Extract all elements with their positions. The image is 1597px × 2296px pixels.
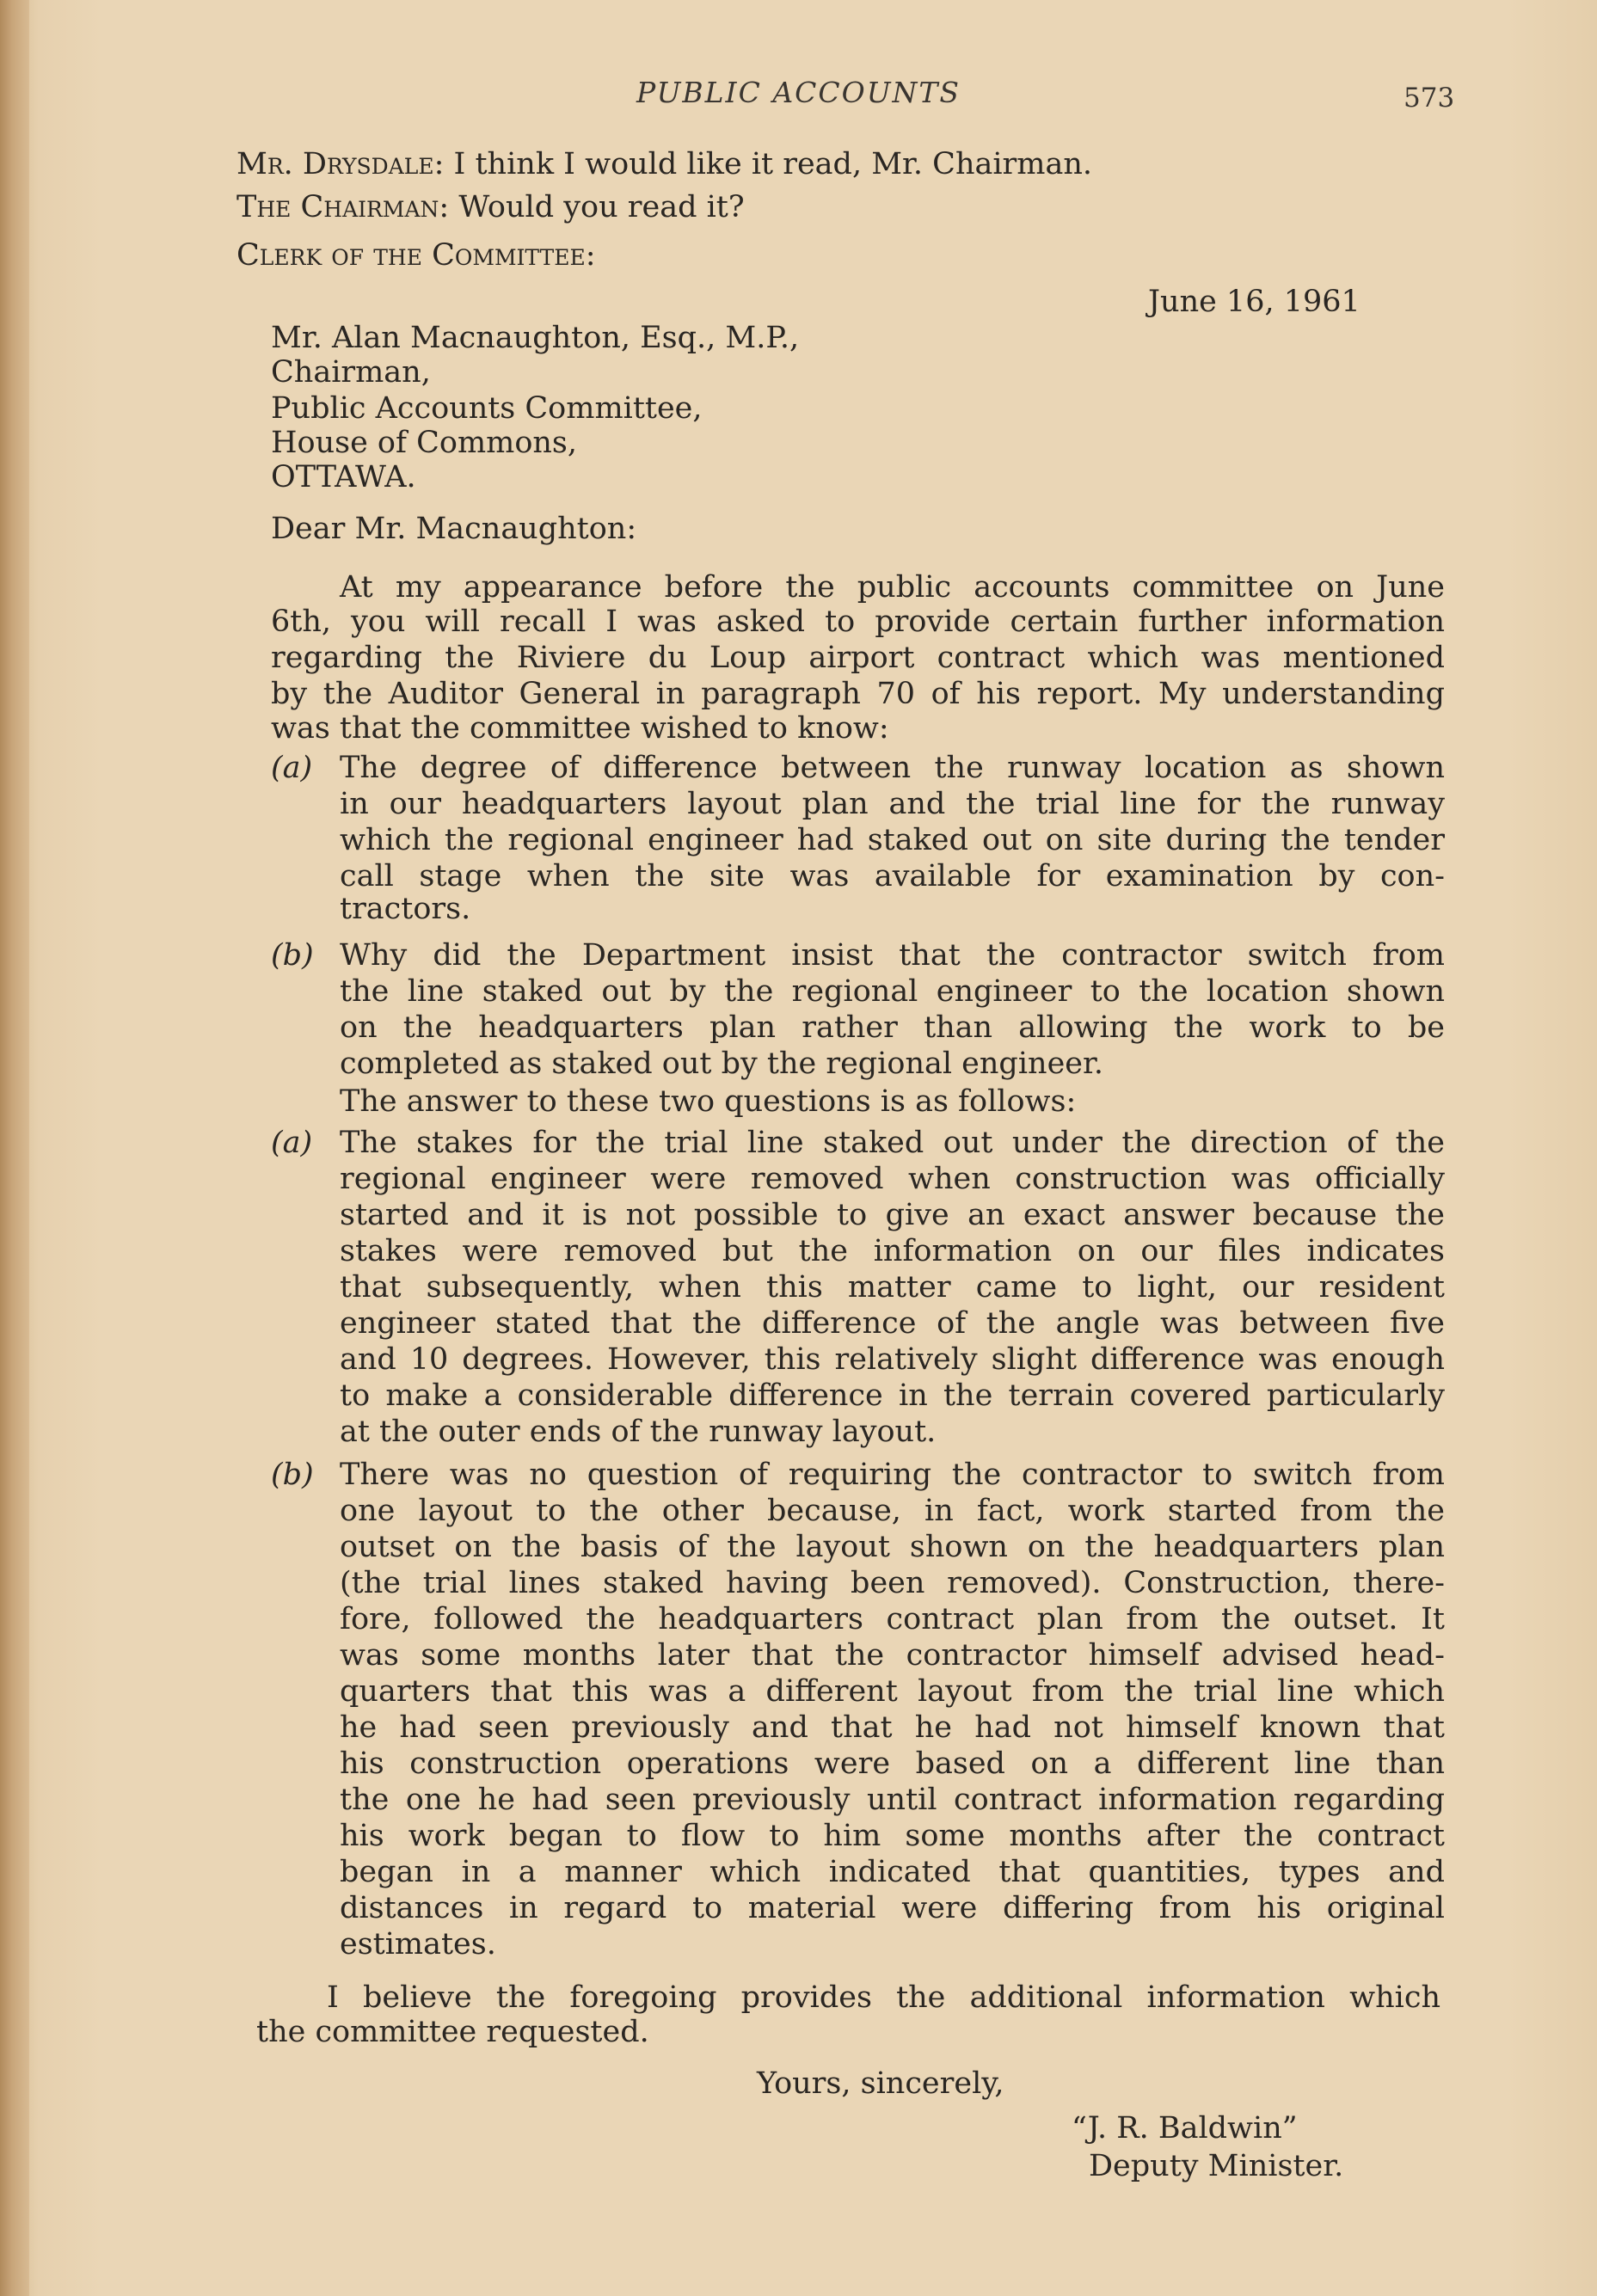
answer-b-line: (the trial lines staked having been removed). Construction, there- [340, 1566, 1445, 1600]
answer-b-line: estimates. [340, 1927, 496, 1961]
dialogue-drysdale [236, 146, 1092, 182]
speaker-chairman: The Chairman: [236, 190, 450, 224]
answer-b-line: quarters that this was a different layout from the trial line which [340, 1674, 1445, 1709]
chairman-text: Would you read it? [449, 190, 745, 224]
intro-line: was that the committee wished to know: [271, 711, 889, 746]
question-a-line: in our headquarters layout plan and the trial line for the runway [340, 787, 1445, 821]
signature-name: “J. R. Baldwin” [1072, 2111, 1298, 2146]
running-header: PUBLIC ACCOUNTS [636, 76, 961, 109]
answer-a-line: The stakes for the trial line staked out under the direction of the [340, 1126, 1445, 1160]
letter-date: June 16, 1961 [1148, 285, 1361, 319]
intro-line: 6th, you will recall I was asked to provide certain further information [271, 605, 1445, 639]
question-a-line: call stage when the site was available for examination by con- [340, 859, 1445, 893]
answer-a-line: stakes were removed but the information on our files indicates [340, 1234, 1445, 1268]
speaker-drysdale: Mr. Drysdale: [236, 147, 445, 181]
answer-b-line: he had seen previously and that he had not himself known that [340, 1710, 1445, 1745]
address-line: OTTAWA. [271, 460, 416, 494]
intro-line: by the Auditor General in paragraph 70 of his report. My understanding [271, 677, 1445, 711]
valediction: Yours, sincerely, [757, 2066, 1004, 2101]
answer-a-line: regional engineer were removed when construction was officially [340, 1162, 1445, 1196]
answer-b-line: his work began to flow to him some months after the contract [340, 1819, 1445, 1853]
address-line: House of Commons, [271, 426, 578, 460]
answer-a-line: engineer stated that the difference of the angle was between five [340, 1306, 1445, 1341]
answer-b-marker: (b) [271, 1458, 314, 1492]
address-line: Chairman, [271, 355, 431, 390]
answer-a-marker: (a) [271, 1126, 313, 1160]
answer-a-line: started and it is not possible to give an exact answer because the [340, 1198, 1445, 1232]
address-line: Mr. Alan Macnaughton, Esq., M.P., [271, 321, 800, 355]
closing-line: I believe the foregoing provides the additional information which [327, 1980, 1440, 2015]
drysdale-text: I think I would like it read, Mr. Chairman. [444, 147, 1092, 181]
question-a-line: tractors. [340, 892, 471, 926]
question-b-line: on the headquarters plan rather than allowing the work to be [340, 1010, 1445, 1045]
page-number: 573 [1404, 83, 1455, 114]
salutation: Dear Mr. Macnaughton: [271, 512, 637, 546]
answer-b-line: his construction operations were based on a different line than [340, 1747, 1445, 1781]
signature-title: Deputy Minister. [1089, 2149, 1344, 2183]
question-a-marker: (a) [271, 751, 313, 785]
intro-line: regarding the Riviere du Loup airport contract which was mentioned [271, 641, 1445, 675]
question-b-marker: (b) [271, 938, 314, 973]
answer-intro: The answer to these two questions is as follows: [340, 1084, 1077, 1119]
answer-b-line: the one he had seen previously until contract information regarding [340, 1783, 1445, 1817]
answer-b-line: began in a manner which indicated that quantities, types and [340, 1855, 1445, 1889]
answer-b-line: fore, followed the headquarters contract plan from the outset. It [340, 1602, 1445, 1636]
answer-a-line: to make a considerable difference in the terrain covered particularly [340, 1378, 1445, 1413]
dialogue-chairman [236, 189, 745, 225]
answer-a-line: that subsequently, when this matter came to light, our resident [340, 1270, 1445, 1305]
answer-b-line: outset on the basis of the layout shown on the headquarters plan [340, 1530, 1445, 1564]
answer-a-line: and 10 degrees. However, this relatively slight difference was enough [340, 1342, 1445, 1377]
answer-a-line: at the outer ends of the runway layout. [340, 1415, 937, 1449]
question-b-line: completed as staked out by the regional engineer. [340, 1047, 1104, 1081]
closing-line: the committee requested. [256, 2015, 649, 2049]
intro-line: At my appearance before the public accounts committee on June [340, 570, 1445, 605]
answer-b-line: There was no question of requiring the contractor to switch from [340, 1458, 1445, 1492]
answer-b-line: one layout to the other because, in fact, work started from the [340, 1494, 1445, 1528]
address-line: Public Accounts Committee, [271, 391, 703, 426]
question-b-line: Why did the Department insist that the contractor switch from [340, 938, 1445, 973]
question-b-line: the line staked out by the regional engineer to the location shown [340, 974, 1445, 1009]
speaker-clerk: Clerk of the Committee: [236, 238, 596, 273]
question-a-line: The degree of difference between the runway location as shown [340, 751, 1445, 785]
question-a-line: which the regional engineer had staked out on site during the tender [340, 823, 1445, 857]
answer-b-line: was some months later that the contractor himself advised head- [340, 1638, 1445, 1673]
page-binding-edge [0, 0, 29, 2296]
answer-b-line: distances in regard to material were differing from his original [340, 1891, 1445, 1925]
